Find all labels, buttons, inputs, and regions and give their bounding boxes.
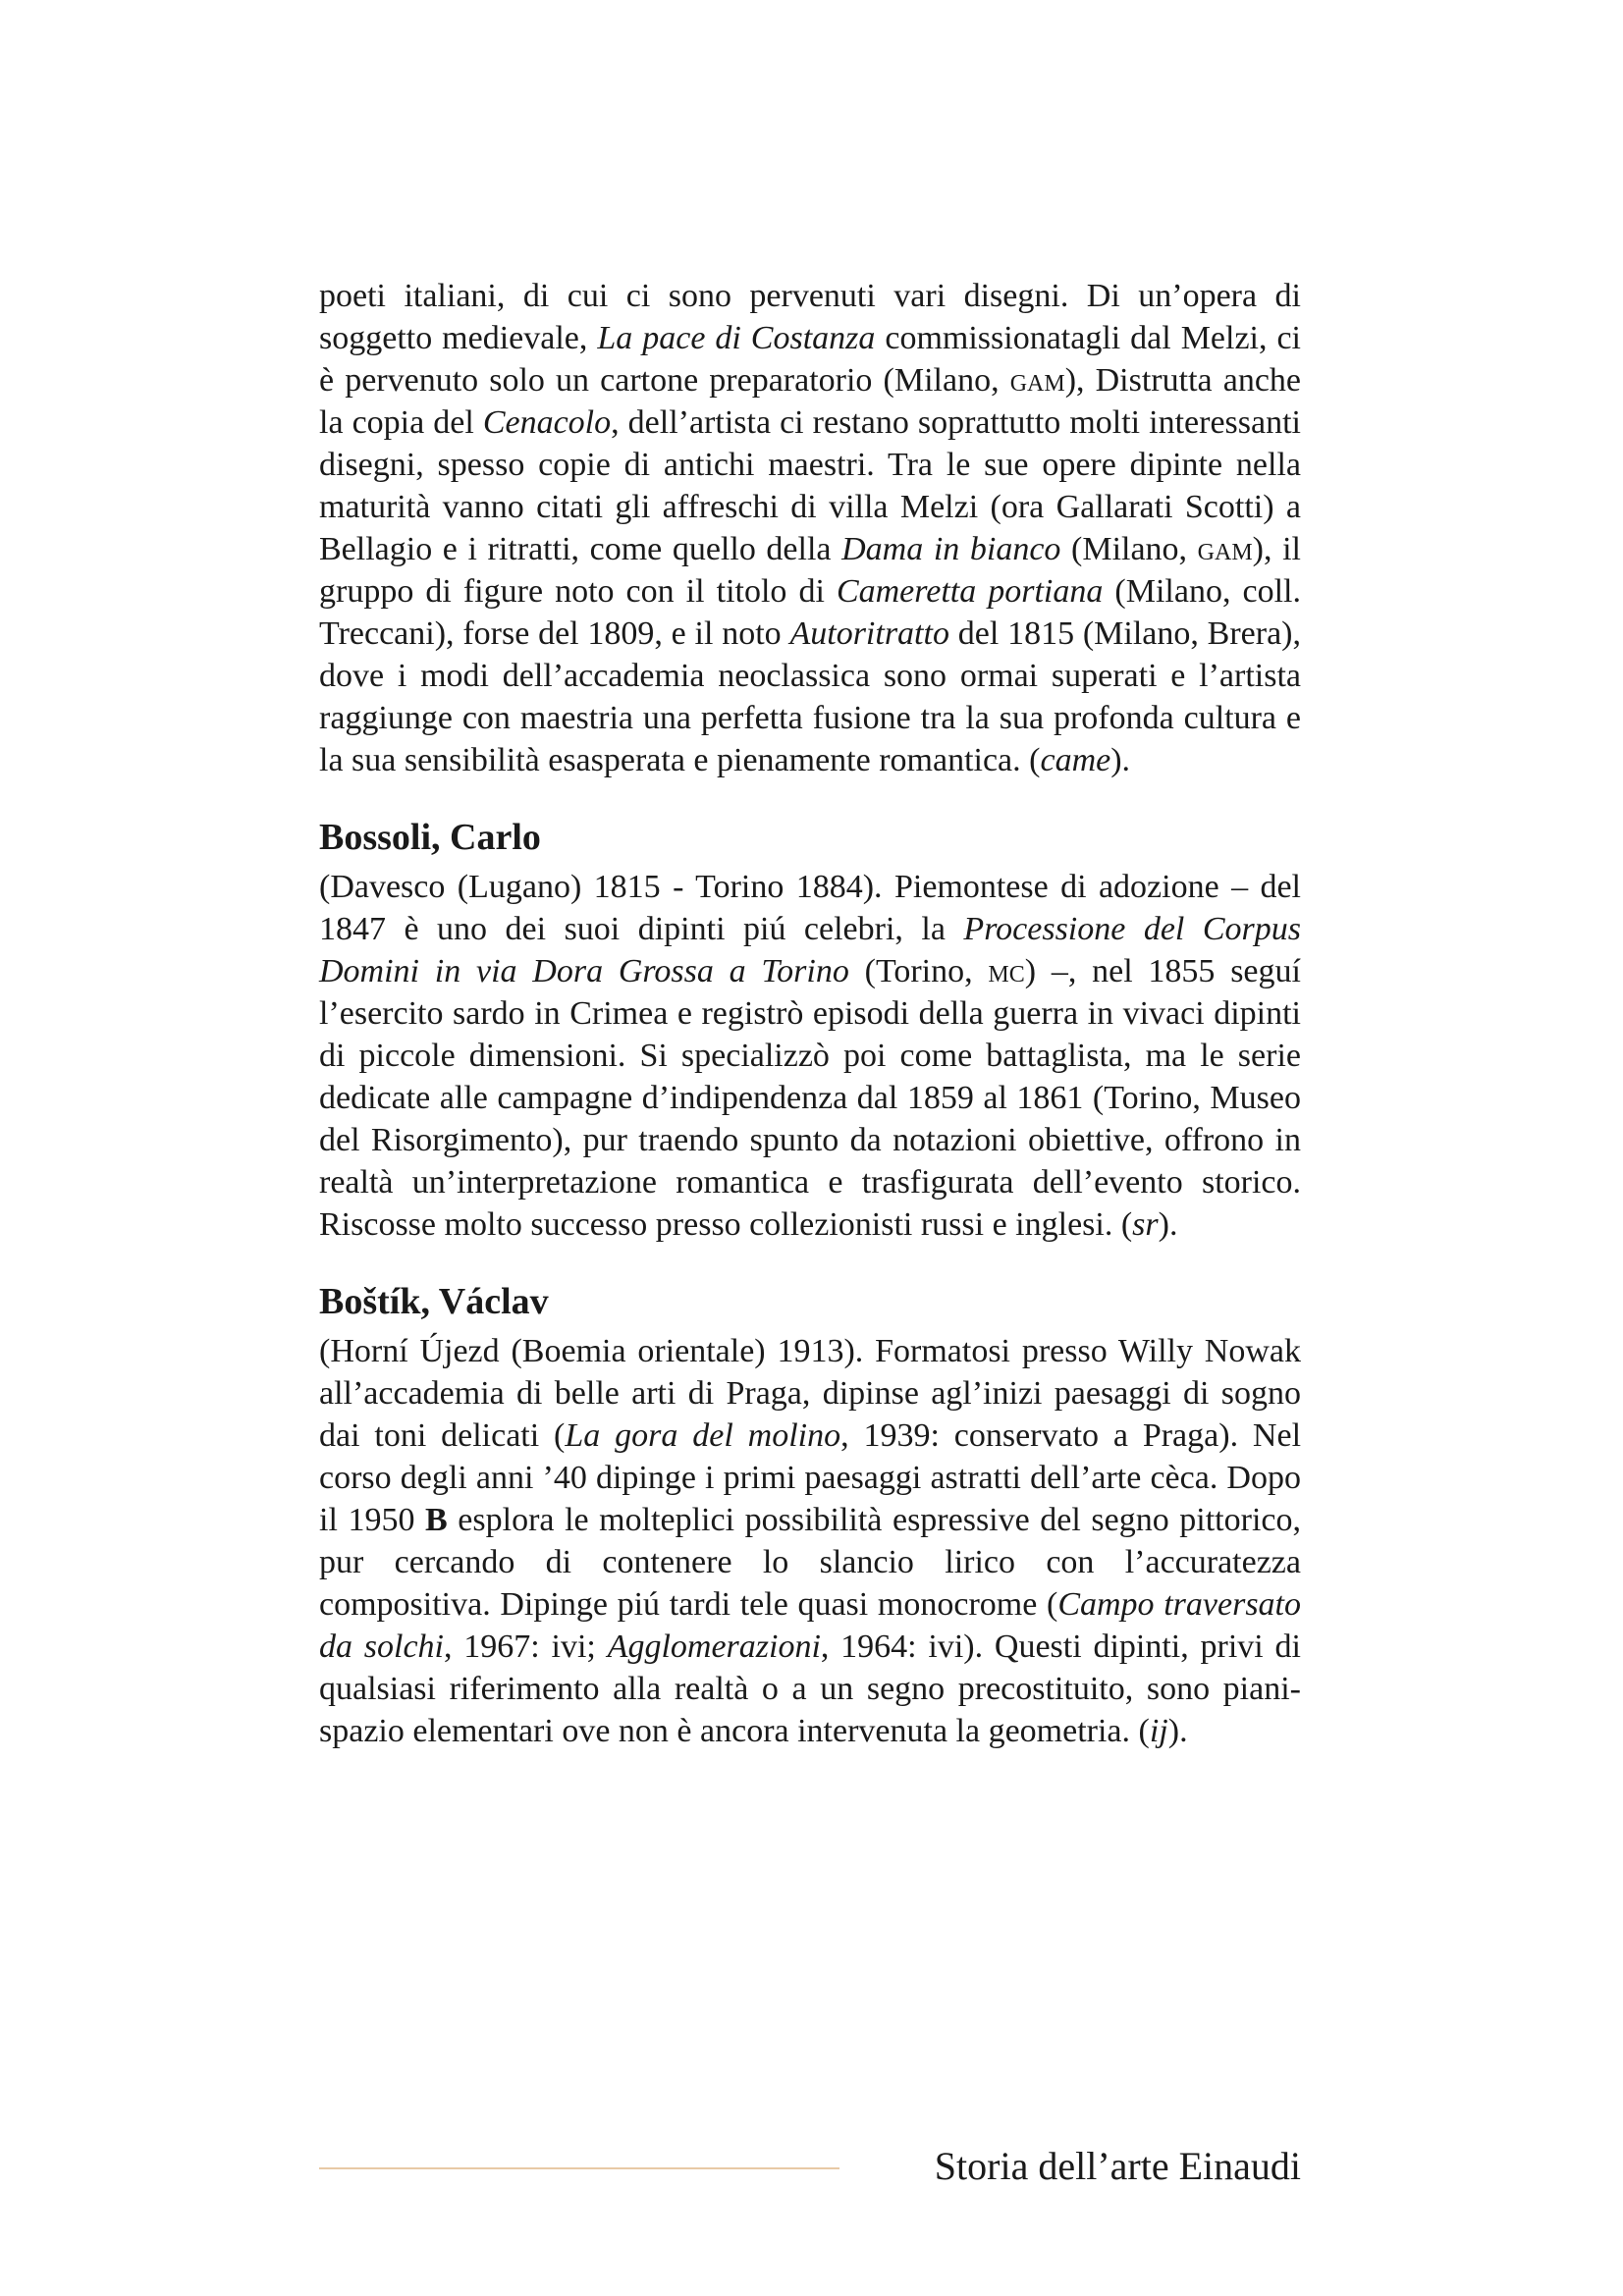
- footer-title: Storia dell’arte Einaudi: [934, 2144, 1301, 2188]
- footer-rule: [319, 2167, 839, 2169]
- entry-title-bossoli: Bossoli, Carlo: [319, 817, 541, 858]
- entry-title-bostik: Boštík, Václav: [319, 1281, 549, 1322]
- entry-body-bossoli: (Davesco (Lugano) 1815 - Torino 1884). Piemontese di adozione – del 1847 è uno dei suoi dipinti piú celebri, la Processione del Corpus Domini in via Dora Grossa a Torino (Torino, mc) –, nel 1855 seguí l’esercito sardo in Crimea e registrò episodi della guerra in vivaci dipinti di piccole dimensioni. Si specializzò poi come battaglista, ma le serie dedicate alle campagne d’indipendenza dal 1859 al 1861 (Torino, Museo del Risorgimento), pur traendo spunto da notazioni obiettive, offrono in realtà un’interpretazione romantica e trasfigurata dell’evento storico. Riscosse molto successo presso collezionisti russi e inglesi. (sr).: [319, 869, 1301, 1243]
- entry-body-bostik: (Horní Újezd (Boemia orientale) 1913). Formatosi presso Willy Nowak all’accademia di belle arti di Praga, dipinse agl’inizi paesaggi di sogno dai toni delicati (La gora del molino, 1939: conservato a Praga). Nel corso degli anni ’40 dipinge i primi paesaggi astratti dell’arte cèca. Dopo il 1950 B esplora le molteplici possibilità espressive del segno pittorico, pur cercando di contenere lo slancio lirico con l’accuratezza compositiva. Dipinge piú tardi tele quasi monocrome (Campo traversato da solchi, 1967: ivi; Agglomerazioni, 1964: ivi). Questi dipinti, privi di qualsiasi riferimento alla realtà o a un segno precostituito, sono piani-spazio elementari ove non è ancora intervenuta la geometria. (ij).: [319, 1333, 1302, 1749]
- intro-paragraph: poeti italiani, di cui ci sono pervenuti vari disegni. Di un’opera di soggetto medievale, La pace di Costanza commissionatagli dal Melzi, ci è pervenuto solo un cartone preparatorio (Milano, gam), Distrutta anche la copia del Cenacolo, dell’artista ci restano soprattutto molti interessanti disegni, spesso copie di antichi maestri. Tra le sue opere dipinte nella maturità vanno citati gli affreschi di villa Melzi (ora Gallarati Scotti) a Bellagio e i ritratti, come quello della Dama in bianco (Milano, gam), il gruppo di figure noto con il titolo di Cameretta portiana (Milano, coll. Treccani), forse del 1809, e il noto Autoritratto del 1815 (Milano, Brera), dove i modi dell’accademia neoclassica sono ormai superati e l’artista raggiunge con maestria una perfetta fusione tra la sua profonda cultura e la sua sensibilità esasperata e pienamente romantica. (came).: [319, 278, 1302, 778]
- page-body: [319, 275, 1301, 1752]
